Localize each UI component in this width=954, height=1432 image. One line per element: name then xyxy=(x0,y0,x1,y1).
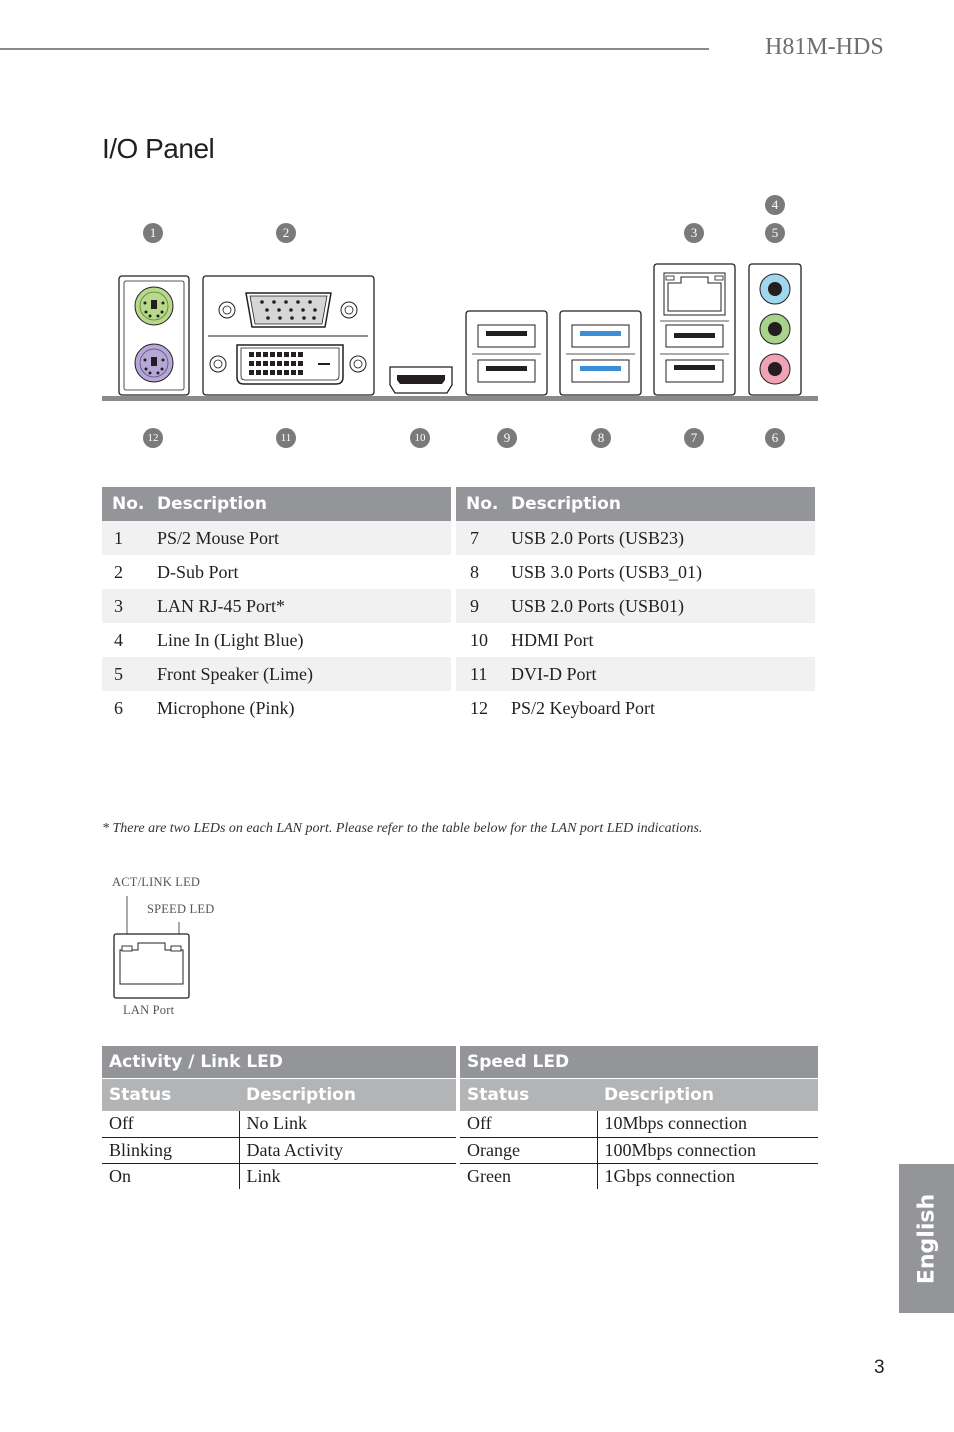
led-status: Off xyxy=(102,1111,239,1137)
microphone-jack xyxy=(760,354,790,384)
act-link-led-label: ACT/LINK LED xyxy=(112,875,201,889)
port-no: 11 xyxy=(456,657,511,691)
header-rule xyxy=(0,48,709,50)
callout-1: 1 xyxy=(143,223,163,243)
hdmi-port xyxy=(390,367,452,393)
table-row xyxy=(102,1163,456,1189)
led-status: Off xyxy=(460,1111,597,1137)
activity-link-led-title: Activity / Link LED xyxy=(102,1046,456,1078)
table-row xyxy=(456,691,815,725)
lan-port-diagram xyxy=(108,892,198,1004)
led-status: Blinking xyxy=(102,1137,239,1163)
table-row xyxy=(456,657,815,691)
ps2-mouse-port xyxy=(135,287,173,325)
led-description: Data Activity xyxy=(239,1137,456,1163)
port-table-right xyxy=(456,487,815,725)
status-header: Status xyxy=(102,1078,239,1111)
led-status: Green xyxy=(460,1163,597,1189)
table-row xyxy=(102,623,451,657)
callout-11: 11 xyxy=(276,428,296,448)
front-speaker-jack xyxy=(760,314,790,344)
act-link-led xyxy=(122,946,132,951)
io-panel-diagram xyxy=(100,255,820,405)
port-description: USB 3.0 Ports (USB3_01) xyxy=(511,561,703,582)
page-number: 3 xyxy=(874,1357,885,1378)
callout-2: 2 xyxy=(276,223,296,243)
callout-6: 6 xyxy=(765,428,785,448)
callout-5: 5 xyxy=(765,223,785,243)
port-no: 12 xyxy=(470,697,488,718)
table-row xyxy=(460,1163,818,1189)
port-no: 7 xyxy=(456,521,511,555)
table-row xyxy=(102,657,451,691)
table-row xyxy=(102,1111,456,1137)
port-table-header xyxy=(456,487,815,521)
table-row xyxy=(456,623,815,657)
port-table-header xyxy=(102,487,451,521)
led-description: Link xyxy=(246,1165,281,1186)
description-header: Description xyxy=(597,1078,818,1111)
header-description: Description xyxy=(157,487,451,521)
activity-link-led-table xyxy=(102,1046,456,1189)
table-row xyxy=(102,555,451,589)
led-description: 10Mbps connection xyxy=(597,1111,818,1137)
callout-12: 12 xyxy=(143,428,163,448)
callout-7: 7 xyxy=(684,428,704,448)
speed-led-table xyxy=(460,1046,818,1189)
callout-4: 4 xyxy=(765,195,785,215)
footnote: * There are two LEDs on each LAN port. Please refer to the table below for the LAN port LED indications. xyxy=(102,821,703,836)
callout-10: 10 xyxy=(410,428,430,448)
port-no: 9 xyxy=(456,589,511,623)
speed-led xyxy=(171,946,181,951)
table-row xyxy=(456,589,815,623)
port-no: 3 xyxy=(102,589,157,623)
line-in-jack xyxy=(760,274,790,304)
lan-rj45-port xyxy=(664,273,725,315)
vga-dvi-port-group xyxy=(203,276,374,395)
port-no: 8 xyxy=(470,561,479,582)
led-status: On xyxy=(102,1163,239,1189)
port-description: PS/2 Keyboard Port xyxy=(511,697,655,718)
port-description: D-Sub Port xyxy=(157,561,239,582)
speed-led-title: Speed LED xyxy=(460,1046,818,1078)
table-row xyxy=(102,691,451,725)
header-no: No. xyxy=(102,487,157,521)
callout-9: 9 xyxy=(497,428,517,448)
port-description: USB 2.0 Ports (USB01) xyxy=(511,589,815,623)
header-model: H81M-HDS xyxy=(765,34,884,60)
callout-3: 3 xyxy=(684,223,704,243)
audio-port-group xyxy=(749,264,801,395)
port-no: 1 xyxy=(102,521,157,555)
language-tab xyxy=(899,1164,954,1313)
ps2-keyboard-port xyxy=(135,344,173,382)
port-description: HDMI Port xyxy=(511,629,594,650)
lan-usb2-port-group xyxy=(654,264,735,395)
ps2-port-group xyxy=(119,276,189,395)
port-no: 10 xyxy=(470,629,488,650)
table-row xyxy=(456,521,815,555)
header-no: No. xyxy=(456,487,511,521)
port-no: 4 xyxy=(114,629,123,650)
status-header: Status xyxy=(460,1078,597,1111)
led-status: Orange xyxy=(460,1137,597,1163)
table-row xyxy=(102,589,451,623)
usb2-port-usb01 xyxy=(466,311,547,395)
table-row xyxy=(460,1111,818,1137)
port-description: PS/2 Mouse Port xyxy=(157,521,451,555)
port-no: 2 xyxy=(114,561,123,582)
port-description: Microphone (Pink) xyxy=(157,697,295,718)
section-title: I/O Panel xyxy=(102,133,215,164)
led-description: 100Mbps connection xyxy=(597,1137,818,1163)
panel-baseline xyxy=(102,396,818,401)
led-description: 1Gbps connection xyxy=(604,1165,735,1186)
usb3-port xyxy=(560,311,641,395)
table-row xyxy=(456,555,815,589)
table-row xyxy=(102,521,451,555)
port-description: Front Speaker (Lime) xyxy=(157,657,451,691)
led-description: No Link xyxy=(239,1111,456,1137)
language-tab-label: English xyxy=(914,1193,939,1284)
port-table-left xyxy=(102,487,451,725)
lan-port-label: LAN Port xyxy=(123,1003,175,1017)
speed-led-label: SPEED LED xyxy=(147,902,215,916)
table-row xyxy=(460,1137,818,1163)
port-description: Line In (Light Blue) xyxy=(157,629,304,650)
description-header: Description xyxy=(239,1078,456,1111)
port-description: LAN RJ-45 Port* xyxy=(157,589,451,623)
port-no: 5 xyxy=(102,657,157,691)
port-no: 6 xyxy=(114,697,123,718)
callout-8: 8 xyxy=(591,428,611,448)
port-description: USB 2.0 Ports (USB23) xyxy=(511,521,815,555)
port-description: DVI-D Port xyxy=(511,657,815,691)
header-description: Description xyxy=(511,487,815,521)
table-row xyxy=(102,1137,456,1163)
